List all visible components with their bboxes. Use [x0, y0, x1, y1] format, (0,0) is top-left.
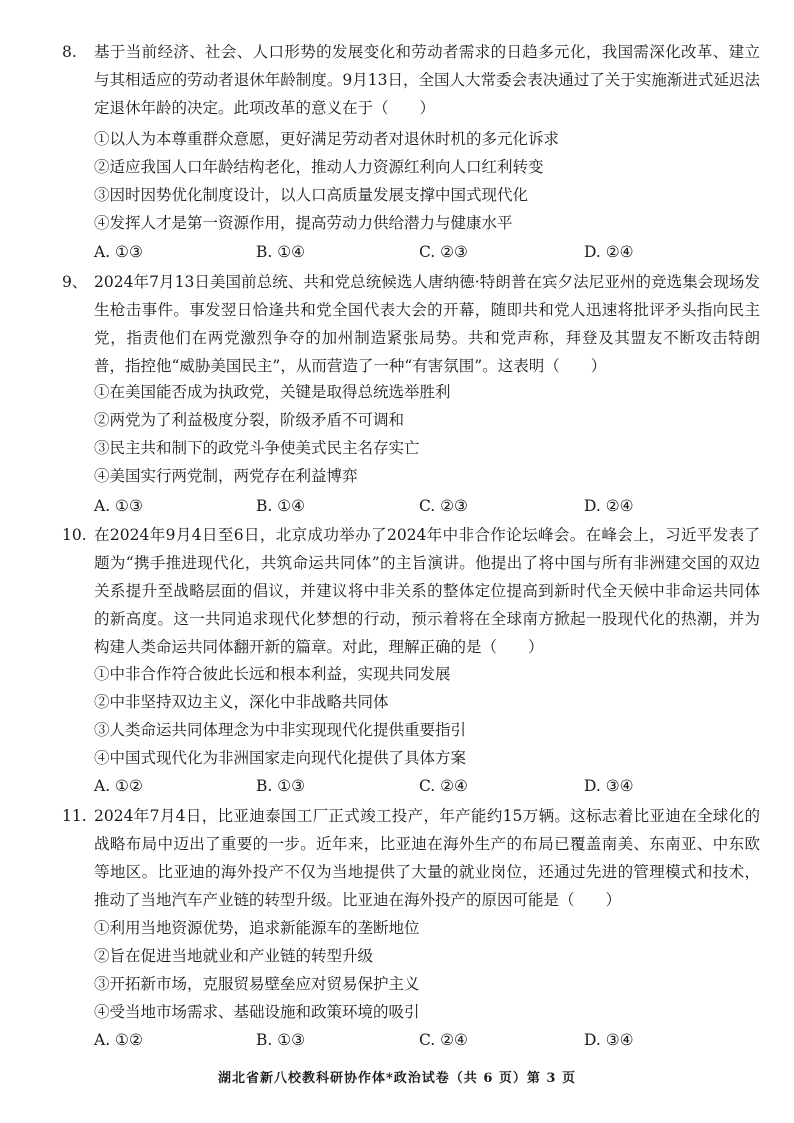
- choice-c[interactable]: C. ②③: [419, 497, 468, 515]
- option-2: ②适应我国人口年龄结构老化，推动人力资源红利向人口红利转变: [94, 158, 544, 176]
- option-2: ②两党为了利益极度分裂，阶级矛盾不可调和: [94, 411, 405, 429]
- answer-choices: [94, 496, 714, 516]
- option-3: ③民主共和制下的政党斗争使美式民主名存实亡: [94, 439, 420, 457]
- question-stem: 2024年7月13日美国前总统、共和党总统候选人唐纳德·特朗普在宾夕法尼亚州的竞选集会现场发生枪击事件。事发翌日恰逢共和党全国代表大会的开幕，随即共和党人迅速将批评矛头指向民主党，指责他们在两党激烈争夺的加州制造紧张局势。共和党声称，拜登及其盟友不断攻击特朗普，指控他“威胁美国民主”，从而营造了一种“有害氛围”。这表明（ ）: [94, 273, 760, 375]
- option-1: ①中非合作符合彼此长远和根本利益，实现共同发展: [94, 665, 451, 683]
- option-4: ④中国式现代化为非洲国家走向现代化提供了具体方案: [94, 749, 467, 767]
- choice-a[interactable]: A. ①②: [94, 1031, 143, 1049]
- choice-b[interactable]: B. ①③: [256, 1031, 306, 1049]
- option-3: ③开拓新市场，克服贸易壁垒应对贸易保护主义: [94, 975, 420, 993]
- choice-b[interactable]: B. ①④: [256, 243, 306, 261]
- question-stem: 基于当前经济、社会、人口形势的发展变化和劳动者需求的日趋多元化，我国需深化改革、建立与其相适应的劳动者退休年龄制度。9月13日，全国人大常委会表决通过了关于实施渐进式延迟法定退休年龄的决定。此项改革的意义在于（ ）: [94, 43, 760, 117]
- choice-d[interactable]: D. ②④: [584, 243, 634, 261]
- choice-d[interactable]: D. ②④: [584, 497, 634, 515]
- question-stem: 在2024年9月4日至6日，北京成功举办了2024年中非合作论坛峰会。在峰会上，习近平发表了题为“携手推进现代化，共筑命运共同体”的主旨演讲。他提出了将中国与所有非洲建交国的双边关系提升至战略层面的倡议，并建议将中非关系的整体定位提高到新时代全天候中非命运共同体的新高度。这一共同追求现代化梦想的行动，预示着将在全球南方掀起一股现代化的热潮，并为构建人类命运共同体翻开新的篇章。对此，理解正确的是（ ）: [94, 526, 760, 656]
- choice-c[interactable]: C. ②④: [419, 777, 468, 795]
- option-2: ②中非坚持双边主义，深化中非战略共同体: [94, 693, 389, 711]
- question-stem: 2024年7月4日，比亚迪泰国工厂正式竣工投产，年产能约15万辆。这标志着比亚迪在全球化的战略布局中迈出了重要的一步。近年来，比亚迪在海外生产的布局已覆盖南美、东南亚、中东欧等地区。比亚迪的海外投产不仅为当地提供了大量的就业岗位，还通过先进的管理模式和技术，推动了当地汽车产业链的转型升级。比亚迪在海外投产的原因可能是（ ）: [94, 807, 760, 909]
- option-1: ①在美国能否成为执政党，关键是取得总统选举胜利: [94, 383, 451, 401]
- option-3: ③人类命运共同体理念为中非实现现代化提供重要指引: [94, 721, 467, 739]
- question-number: 8.: [62, 43, 77, 61]
- answer-choices: [94, 776, 714, 796]
- option-1: ①利用当地资源优势，追求新能源车的垄断地位: [94, 919, 420, 937]
- question-number: 11.: [62, 807, 87, 825]
- choice-b[interactable]: B. ①③: [256, 777, 306, 795]
- choice-a[interactable]: A. ①③: [94, 243, 143, 261]
- choice-d[interactable]: D. ③④: [584, 1031, 634, 1049]
- option-2: ②旨在促进当地就业和产业链的转型升级: [94, 947, 374, 965]
- page-footer: 湖北省新八校教科研协作体*政治试卷（共 6 页）第 3 页: [218, 1071, 576, 1086]
- question-number: 9、: [62, 273, 88, 291]
- answer-choices: [94, 1030, 714, 1050]
- choice-a[interactable]: A. ①②: [94, 777, 143, 795]
- choice-c[interactable]: C. ②④: [419, 1031, 468, 1049]
- option-1: ①以人为本尊重群众意愿，更好满足劳动者对退休时机的多元化诉求: [94, 130, 560, 148]
- option-3: ③因时因势优化制度设计，以人口高质量发展支撑中国式现代化: [94, 186, 529, 204]
- option-4: ④受当地市场需求、基础设施和政策环境的吸引: [94, 1003, 420, 1021]
- question-number: 10.: [62, 526, 87, 544]
- option-4: ④美国实行两党制，两党存在利益博弈: [94, 467, 358, 485]
- choice-b[interactable]: B. ①④: [256, 497, 306, 515]
- choice-a[interactable]: A. ①③: [94, 497, 143, 515]
- option-4: ④发挥人才是第一资源作用，提高劳动力供给潜力与健康水平: [94, 214, 513, 232]
- choice-c[interactable]: C. ②③: [419, 243, 468, 261]
- choice-d[interactable]: D. ③④: [584, 777, 634, 795]
- answer-choices: [94, 242, 714, 262]
